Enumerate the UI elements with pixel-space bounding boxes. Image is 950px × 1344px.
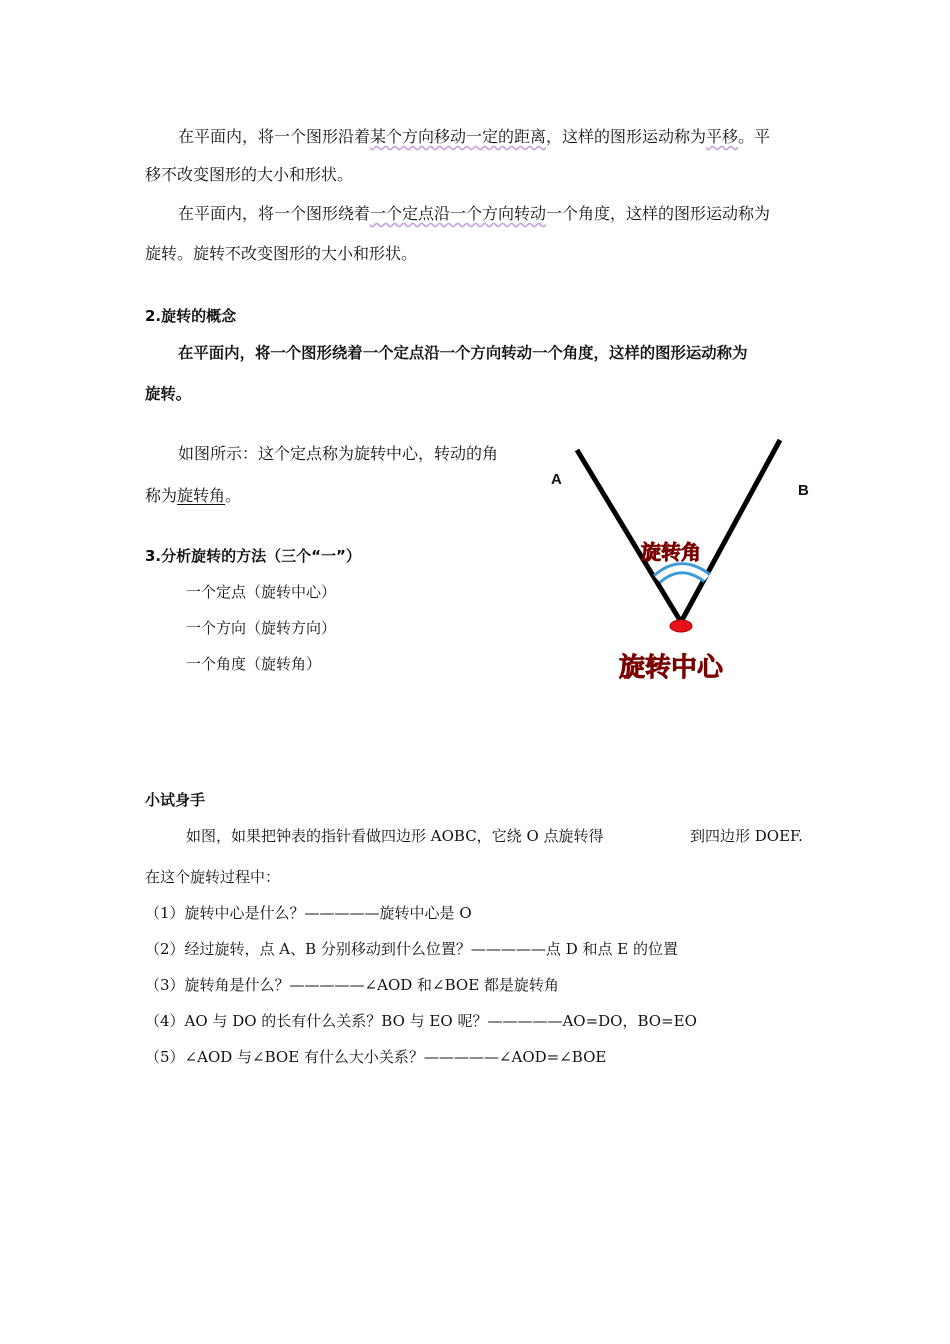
- point-b-label: B: [798, 482, 809, 499]
- section-3-heading: 3.分析旋转的方法（三个“一”）: [145, 547, 361, 565]
- qa-item-2: （2）经过旋转，点 A、B 分别移动到什么位置？—————点 D 和点 E 的位置: [145, 940, 678, 958]
- center-label: 旋转中心: [619, 653, 724, 683]
- rotation-angle-term: 旋转角: [177, 486, 226, 505]
- ray-ob: [681, 440, 780, 622]
- intro-paragraph-1-line-1: [178, 126, 770, 148]
- practice-intro-part-2: 到四边形 DOEF.: [690, 827, 803, 845]
- figure-caption-line-1: 如图所示：这个定点称为旋转中心，转动的角: [178, 444, 499, 463]
- section-2-definition-line-2: 旋转。: [145, 385, 192, 403]
- section-2-heading: 2.旋转的概念: [145, 307, 237, 325]
- intro-paragraph-2-line-1: [178, 203, 770, 225]
- ray-oa: [577, 450, 681, 622]
- practice-heading: 小试身手: [145, 791, 206, 809]
- qa-item-4: （4）AO 与 DO 的长有什么关系？BO 与 EO 呢？—————AO=DO，BO=EO: [145, 1012, 697, 1030]
- text-run: 一个角度，这样的图形运动称为: [546, 204, 771, 223]
- rotation-diagram: [540, 430, 810, 690]
- rotation-center-dot: [670, 620, 692, 632]
- text-run: 。: [225, 486, 242, 505]
- text-run-underlined: 某个方向移动一定的距离: [370, 127, 547, 146]
- figure-caption-line-2: [145, 485, 241, 507]
- intro-paragraph-2-line-2: 旋转。旋转不改变图形的大小和形状。: [145, 244, 418, 263]
- qa-item-5: （5）∠AOD 与∠BOE 有什么大小关系？—————∠AOD=∠BOE: [145, 1048, 607, 1066]
- text-run: 。平: [738, 127, 771, 146]
- qa-item-3: （3）旋转角是什么？—————∠AOD 和∠BOE 都是旋转角: [145, 976, 559, 994]
- section-2-definition-line-1: 在平面内，将一个图形绕着一个定点沿一个方向转动一个角度，这样的图形运动称为: [178, 344, 748, 362]
- method-item-3: 一个角度（旋转角）: [186, 655, 322, 673]
- practice-intro-part-1: 如图，如果把钟表的指针看做四边形 AOBC，它绕 O 点旋转得: [186, 827, 604, 845]
- text-run: 在平面内，将一个图形沿着: [178, 127, 371, 146]
- qa-item-1: （1）旋转中心是什么？—————旋转中心是 O: [145, 904, 472, 922]
- text-run: 在平面内，将一个图形绕着: [178, 204, 371, 223]
- text-run-underlined: 平移: [706, 127, 739, 146]
- point-a-label: A: [551, 471, 562, 488]
- text-run-underlined: 一个定点沿一个方向转动: [370, 204, 547, 223]
- angle-label: 旋转角: [641, 540, 701, 564]
- method-item-2: 一个方向（旋转方向）: [186, 619, 337, 637]
- text-run: 称为: [145, 486, 178, 505]
- intro-paragraph-1-line-2: 移不改变图形的大小和形状。: [145, 165, 354, 184]
- practice-intro-line-2: 在这个旋转过程中：: [145, 868, 281, 886]
- method-item-1: 一个定点（旋转中心）: [186, 583, 337, 601]
- text-run: ，这样的图形运动称为: [546, 127, 707, 146]
